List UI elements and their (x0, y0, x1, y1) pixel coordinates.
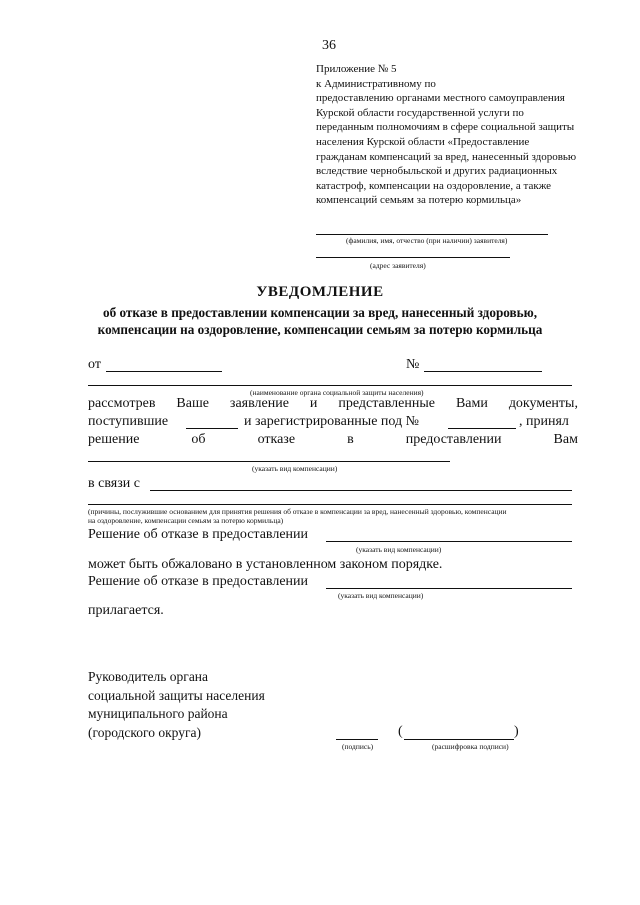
annex-line: катастроф, компенсации на оздоровление, а также (316, 179, 552, 192)
document-subtitle: об отказе в предоставлении компенсации за вред, нанесенный здоровью, компенсации на оздоровление, компенсации семьям за потерю кормильца (97, 305, 543, 337)
signature-line: муниципального района (88, 706, 228, 721)
word: документы, (508, 396, 578, 411)
compensation-caption-3: (указать вид компенсации) (338, 591, 424, 600)
received-date-line (186, 428, 238, 429)
reason-line-1 (150, 490, 572, 491)
word: рассмотрев (88, 396, 156, 411)
sign-line (336, 739, 378, 740)
signature-line: (городского округа) (88, 724, 202, 740)
compensation-line-1 (88, 461, 450, 462)
decision-1-label: Решение об отказе в предоставлении (88, 527, 309, 542)
number-line (424, 371, 542, 372)
registered-number-line (448, 428, 516, 429)
signature-block (88, 668, 318, 742)
attached-text: прилагается. (88, 603, 164, 618)
annex-line: вследствие чернобыльской и других радиационных (316, 165, 558, 178)
word: решение (88, 432, 140, 447)
number-label: № (406, 357, 420, 372)
reason-line-2 (88, 504, 572, 505)
sign-caption: (подпись) (342, 742, 374, 751)
organ-line (88, 385, 572, 386)
word: в (347, 432, 354, 447)
appeal-text: может быть обжаловано в установленном законом порядке. (88, 557, 443, 572)
paragraph-line-3 (88, 432, 578, 448)
word: представленные (338, 396, 435, 411)
applicant-name-line (316, 234, 548, 235)
reason-label: в связи с (88, 476, 140, 491)
word: отказе (257, 432, 296, 447)
word: заявление (229, 396, 289, 411)
compensation-line-2 (326, 541, 572, 542)
decode-line (404, 739, 514, 740)
compensation-line-3 (326, 588, 572, 589)
from-date-line (106, 371, 222, 372)
reason-caption-1: (причины, послужившие основанием для принятия решения об отказе в компенсации за вред, нанесенный здоровью, компенсации (88, 507, 507, 516)
decode-close-paren: ) (514, 724, 519, 739)
annex-line: предоставлению органами местного самоуправления (316, 92, 565, 105)
annex-line: гражданам компенсаций за вред, нанесенный здоровью (316, 150, 577, 163)
word: об (191, 432, 206, 447)
annex-line: населения Курской области «Предоставление (316, 135, 530, 148)
signature-line: социальной защиты населения (88, 687, 265, 703)
reason-caption-2: на оздоровление, компенсации семьям за потерю кормильца) (88, 516, 284, 525)
word: и (309, 396, 318, 411)
accepted-label: , принял (519, 414, 569, 429)
decode-caption: (расшифровка подписи) (432, 742, 509, 751)
applicant-address-line (316, 257, 510, 258)
word: Вами (455, 396, 488, 411)
applicant-address-caption: (адрес заявителя) (370, 261, 426, 270)
organ-caption: (наименование органа социальной защиты населения) (250, 388, 424, 397)
annex-line: Курской области государственной услуги по (316, 106, 524, 119)
compensation-caption-2: (указать вид компенсации) (356, 545, 442, 554)
document-title: УВЕДОМЛЕНИЕ (256, 284, 384, 300)
annex-line: компенсаций семьям за потерю кормильца» (316, 194, 522, 207)
registered-label: и зарегистрированные под № (244, 414, 419, 429)
decision-2-label: Решение об отказе в предоставлении (88, 574, 309, 589)
compensation-caption-1: (указать вид компенсации) (252, 464, 338, 473)
from-label: от (88, 357, 101, 372)
applicant-name-caption: (фамилия, имя, отчество (при наличии) заявителя) (346, 236, 508, 245)
page-number: 36 (322, 38, 336, 53)
word: Ваше (176, 396, 209, 411)
annex-line: переданным полномочиям в сфере социальной защиты (316, 121, 575, 134)
paragraph-line-1 (88, 396, 578, 412)
word: предоставлении (405, 432, 502, 447)
received-label: поступившие (88, 414, 169, 429)
word: Вам (553, 432, 578, 447)
decode-open-paren: ( (398, 724, 403, 739)
annex-block (316, 62, 606, 208)
signature-line: Руководитель органа (88, 669, 209, 684)
annex-line: к Административному по (316, 77, 436, 90)
annex-line: Приложение № 5 (316, 63, 397, 75)
